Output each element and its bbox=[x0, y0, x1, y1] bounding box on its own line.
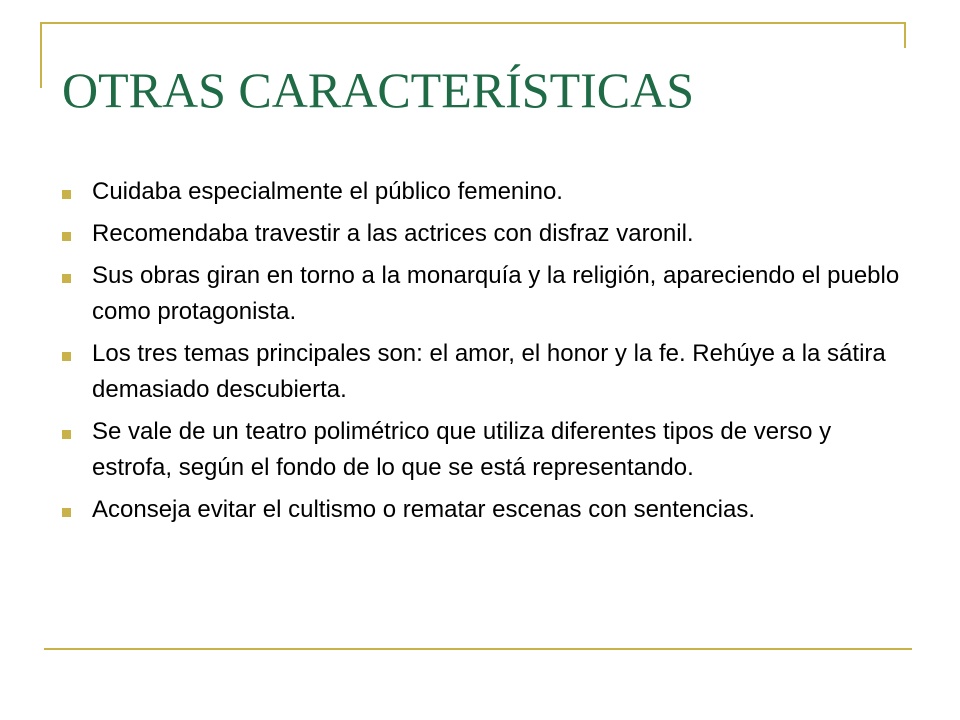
bullet-text: Se vale de un teatro polimétrico que utiliza diferentes tipos de verso y estrofa, según el fondo de lo que se está representando. bbox=[92, 418, 832, 481]
square-bullet-icon bbox=[62, 430, 71, 439]
bullet-text: Sus obras giran en torno a la monarquía y la religión, apareciendo el pueblo como protagonista. bbox=[92, 262, 900, 325]
bullet-item bbox=[62, 258, 912, 330]
frame-right-line bbox=[904, 22, 906, 48]
bullet-item bbox=[62, 216, 912, 252]
square-bullet-icon bbox=[62, 508, 71, 517]
bullet-item bbox=[62, 336, 912, 408]
bullet-text: Cuidaba especialmente el público femenino. bbox=[92, 178, 563, 205]
bullet-text: Los tres temas principales son: el amor, el honor y la fe. Rehúye a la sátira demasiado descubierta. bbox=[92, 340, 886, 403]
frame-top-line bbox=[40, 22, 905, 24]
slide-title: OTRAS CARACTERÍSTICAS bbox=[62, 62, 695, 118]
frame-bottom-line bbox=[44, 648, 912, 650]
bullet-item bbox=[62, 414, 912, 486]
bullet-item bbox=[62, 492, 912, 528]
bullet-text: Recomendaba travestir a las actrices con disfraz varonil. bbox=[92, 220, 694, 247]
frame-left-line bbox=[40, 22, 42, 88]
square-bullet-icon bbox=[62, 190, 71, 199]
bullet-item bbox=[62, 174, 912, 210]
square-bullet-icon bbox=[62, 274, 71, 283]
bullet-text: Aconseja evitar el cultismo o rematar escenas con sentencias. bbox=[92, 496, 755, 523]
square-bullet-icon bbox=[62, 352, 71, 361]
square-bullet-icon bbox=[62, 232, 71, 241]
bullet-list bbox=[62, 174, 912, 534]
